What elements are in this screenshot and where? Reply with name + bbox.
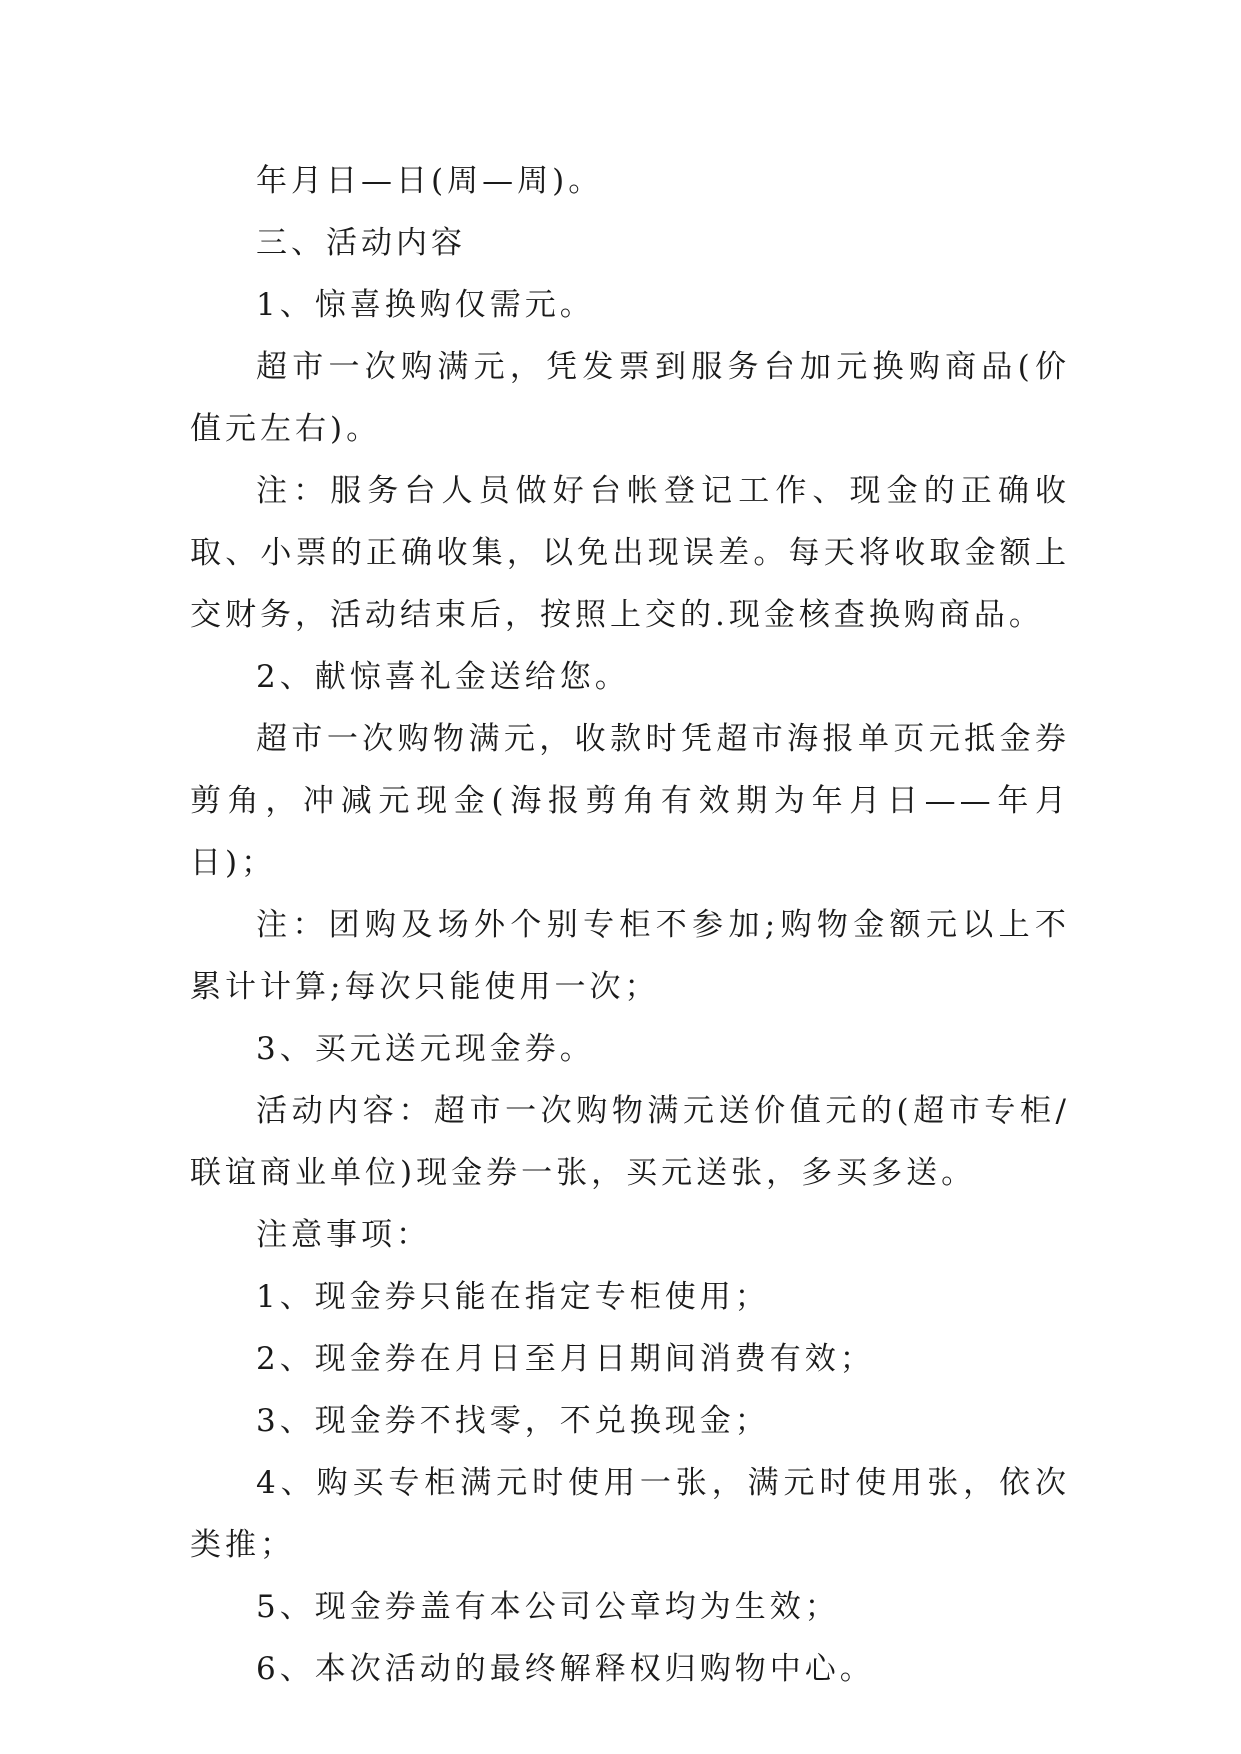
paragraph-gift-money-rule: 超市一次购物满元，收款时凭超市海报单页元抵金券剪角，冲减元现金(海报剪角有效期为年月日——年月日)； [190, 721, 1070, 881]
note-item-4: 4、购买专柜满元时使用一张，满元时使用张，依次类推； [190, 1465, 1070, 1563]
note-item-6: 6、本次活动的最终解释权归购物中心。 [256, 1651, 875, 1687]
note-item-1: 1、现金券只能在指定专柜使用； [256, 1279, 770, 1315]
paragraph-exchange-note: 注：服务台人员做好台帐登记工作、现金的正确收取、小票的正确收集，以免出现误差。每天将收取金额上交财务，活动结束后，按照上交的.现金核查换购商品。 [190, 473, 1070, 633]
item-heading-cash-voucher: 3、买元送元现金券。 [256, 1031, 595, 1067]
paragraph-date-range: 年月日—日(周—周)。 [256, 163, 604, 199]
item-heading-surprise-exchange: 1、惊喜换购仅需元。 [256, 287, 595, 323]
note-item-5: 5、现金券盖有本公司公章均为生效； [256, 1589, 840, 1625]
note-item-3: 3、现金券不找零，不兑换现金； [256, 1403, 770, 1439]
note-item-2: 2、现金券在月日至月日期间消费有效； [256, 1341, 875, 1377]
document-body [190, 150, 1070, 1700]
notes-heading: 注意事项： [256, 1217, 431, 1253]
section-heading-activity-content: 三、活动内容 [256, 225, 466, 261]
paragraph-voucher-activity: 活动内容：超市一次购物满元送价值元的(超市专柜/联谊商业单位)现金券一张，买元送张，多买多送。 [190, 1093, 1070, 1191]
item-heading-gift-money: 2、献惊喜礼金送给您。 [256, 659, 630, 695]
paragraph-exchange-rule: 超市一次购满元，凭发票到服务台加元换购商品(价值元左右)。 [190, 349, 1070, 447]
paragraph-gift-money-note: 注：团购及场外个别专柜不参加;购物金额元以上不累计计算;每次只能使用一次； [190, 907, 1070, 1005]
